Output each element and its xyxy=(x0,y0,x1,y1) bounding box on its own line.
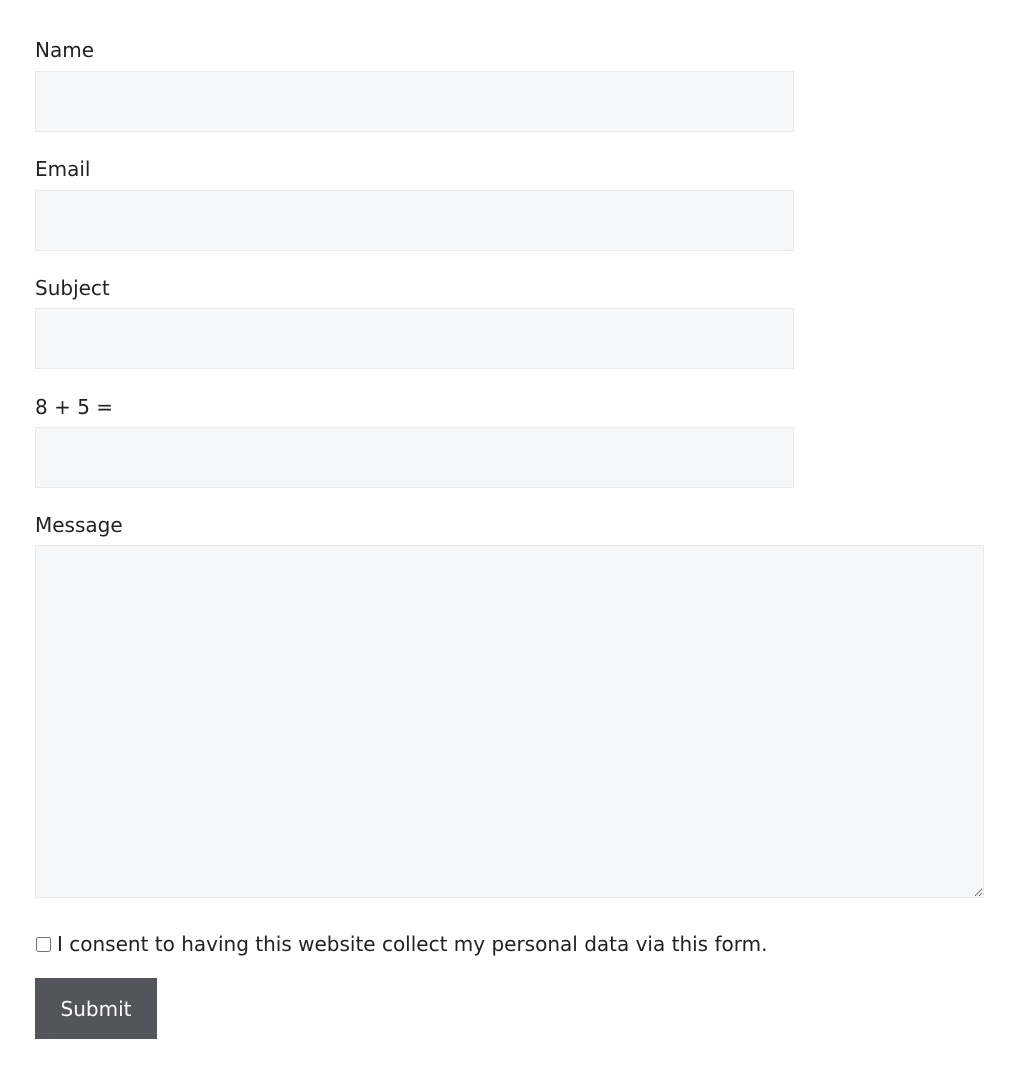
name-label: Name xyxy=(35,38,95,62)
subject-input[interactable] xyxy=(35,308,794,369)
email-label: Email xyxy=(35,157,91,181)
consent-checkbox[interactable] xyxy=(36,937,51,952)
consent-row[interactable] xyxy=(35,931,767,957)
captcha-label: 8 + 5 = xyxy=(35,395,114,419)
submit-button[interactable]: Submit xyxy=(35,978,157,1039)
captcha-input[interactable] xyxy=(35,427,794,488)
consent-label: I consent to having this website collect my personal data via this form. xyxy=(57,932,768,956)
message-textarea[interactable] xyxy=(35,545,984,898)
name-input[interactable] xyxy=(35,71,794,132)
email-input[interactable] xyxy=(35,190,794,251)
subject-label: Subject xyxy=(35,276,110,300)
message-label: Message xyxy=(35,513,123,537)
